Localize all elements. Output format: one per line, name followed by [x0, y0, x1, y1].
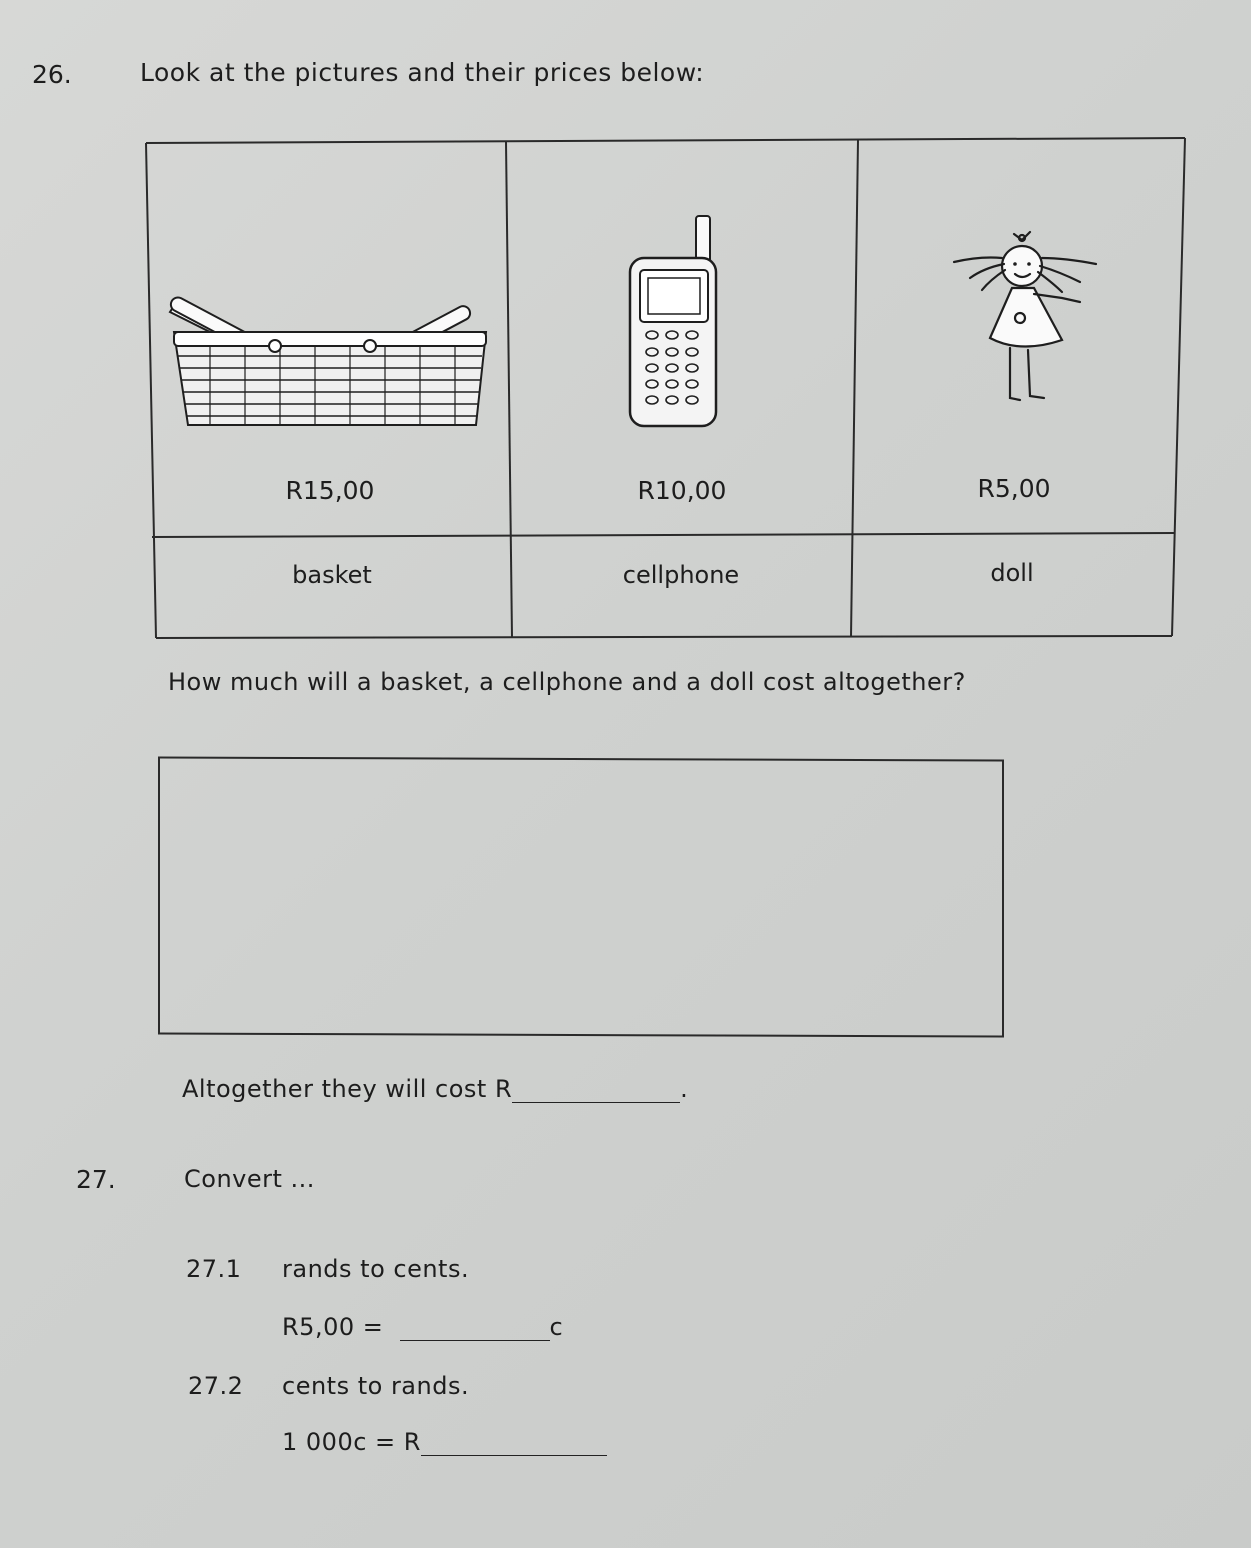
- question-26-prompt: Look at the pictures and their prices below:: [140, 58, 705, 87]
- part-27-1-text: rands to cents.: [282, 1255, 470, 1283]
- question-27-prompt: Convert ...: [184, 1165, 315, 1193]
- question-26-number: 26.: [32, 60, 72, 89]
- part-27-2-blank[interactable]: [421, 1431, 607, 1456]
- price-doll: R5,00: [977, 474, 1051, 503]
- working-box[interactable]: [158, 757, 1004, 1038]
- name-basket: basket: [292, 561, 372, 589]
- part-27-1-blank[interactable]: [400, 1316, 550, 1341]
- part-27-2-expr: 1 000c = R: [282, 1428, 421, 1456]
- part-27-1-answer: [282, 1313, 563, 1341]
- basket-image: [170, 280, 490, 430]
- part-27-1-unit: c: [549, 1313, 564, 1341]
- cellphone-image: [620, 210, 730, 430]
- answer-26-prefix: Altogether they will cost R: [182, 1075, 513, 1103]
- part-27-2-number: 27.2: [188, 1372, 244, 1400]
- name-cellphone: cellphone: [622, 561, 740, 589]
- question-27-number: 27.: [76, 1165, 116, 1194]
- part-27-2-answer: [282, 1428, 607, 1456]
- price-basket: R15,00: [285, 476, 375, 505]
- answer-26-blank[interactable]: [512, 1078, 680, 1103]
- part-27-1-number: 27.1: [186, 1255, 242, 1283]
- name-doll: doll: [990, 559, 1034, 587]
- answer-26: [182, 1075, 688, 1103]
- question-26-text: How much will a basket, a cellphone and a doll cost altogether?: [168, 668, 966, 696]
- answer-26-suffix: .: [680, 1075, 689, 1103]
- part-27-1-expr: R5,00 =: [282, 1313, 384, 1341]
- part-27-2-text: cents to rands.: [282, 1372, 470, 1400]
- doll-image: [950, 228, 1100, 428]
- price-cellphone: R10,00: [637, 476, 727, 505]
